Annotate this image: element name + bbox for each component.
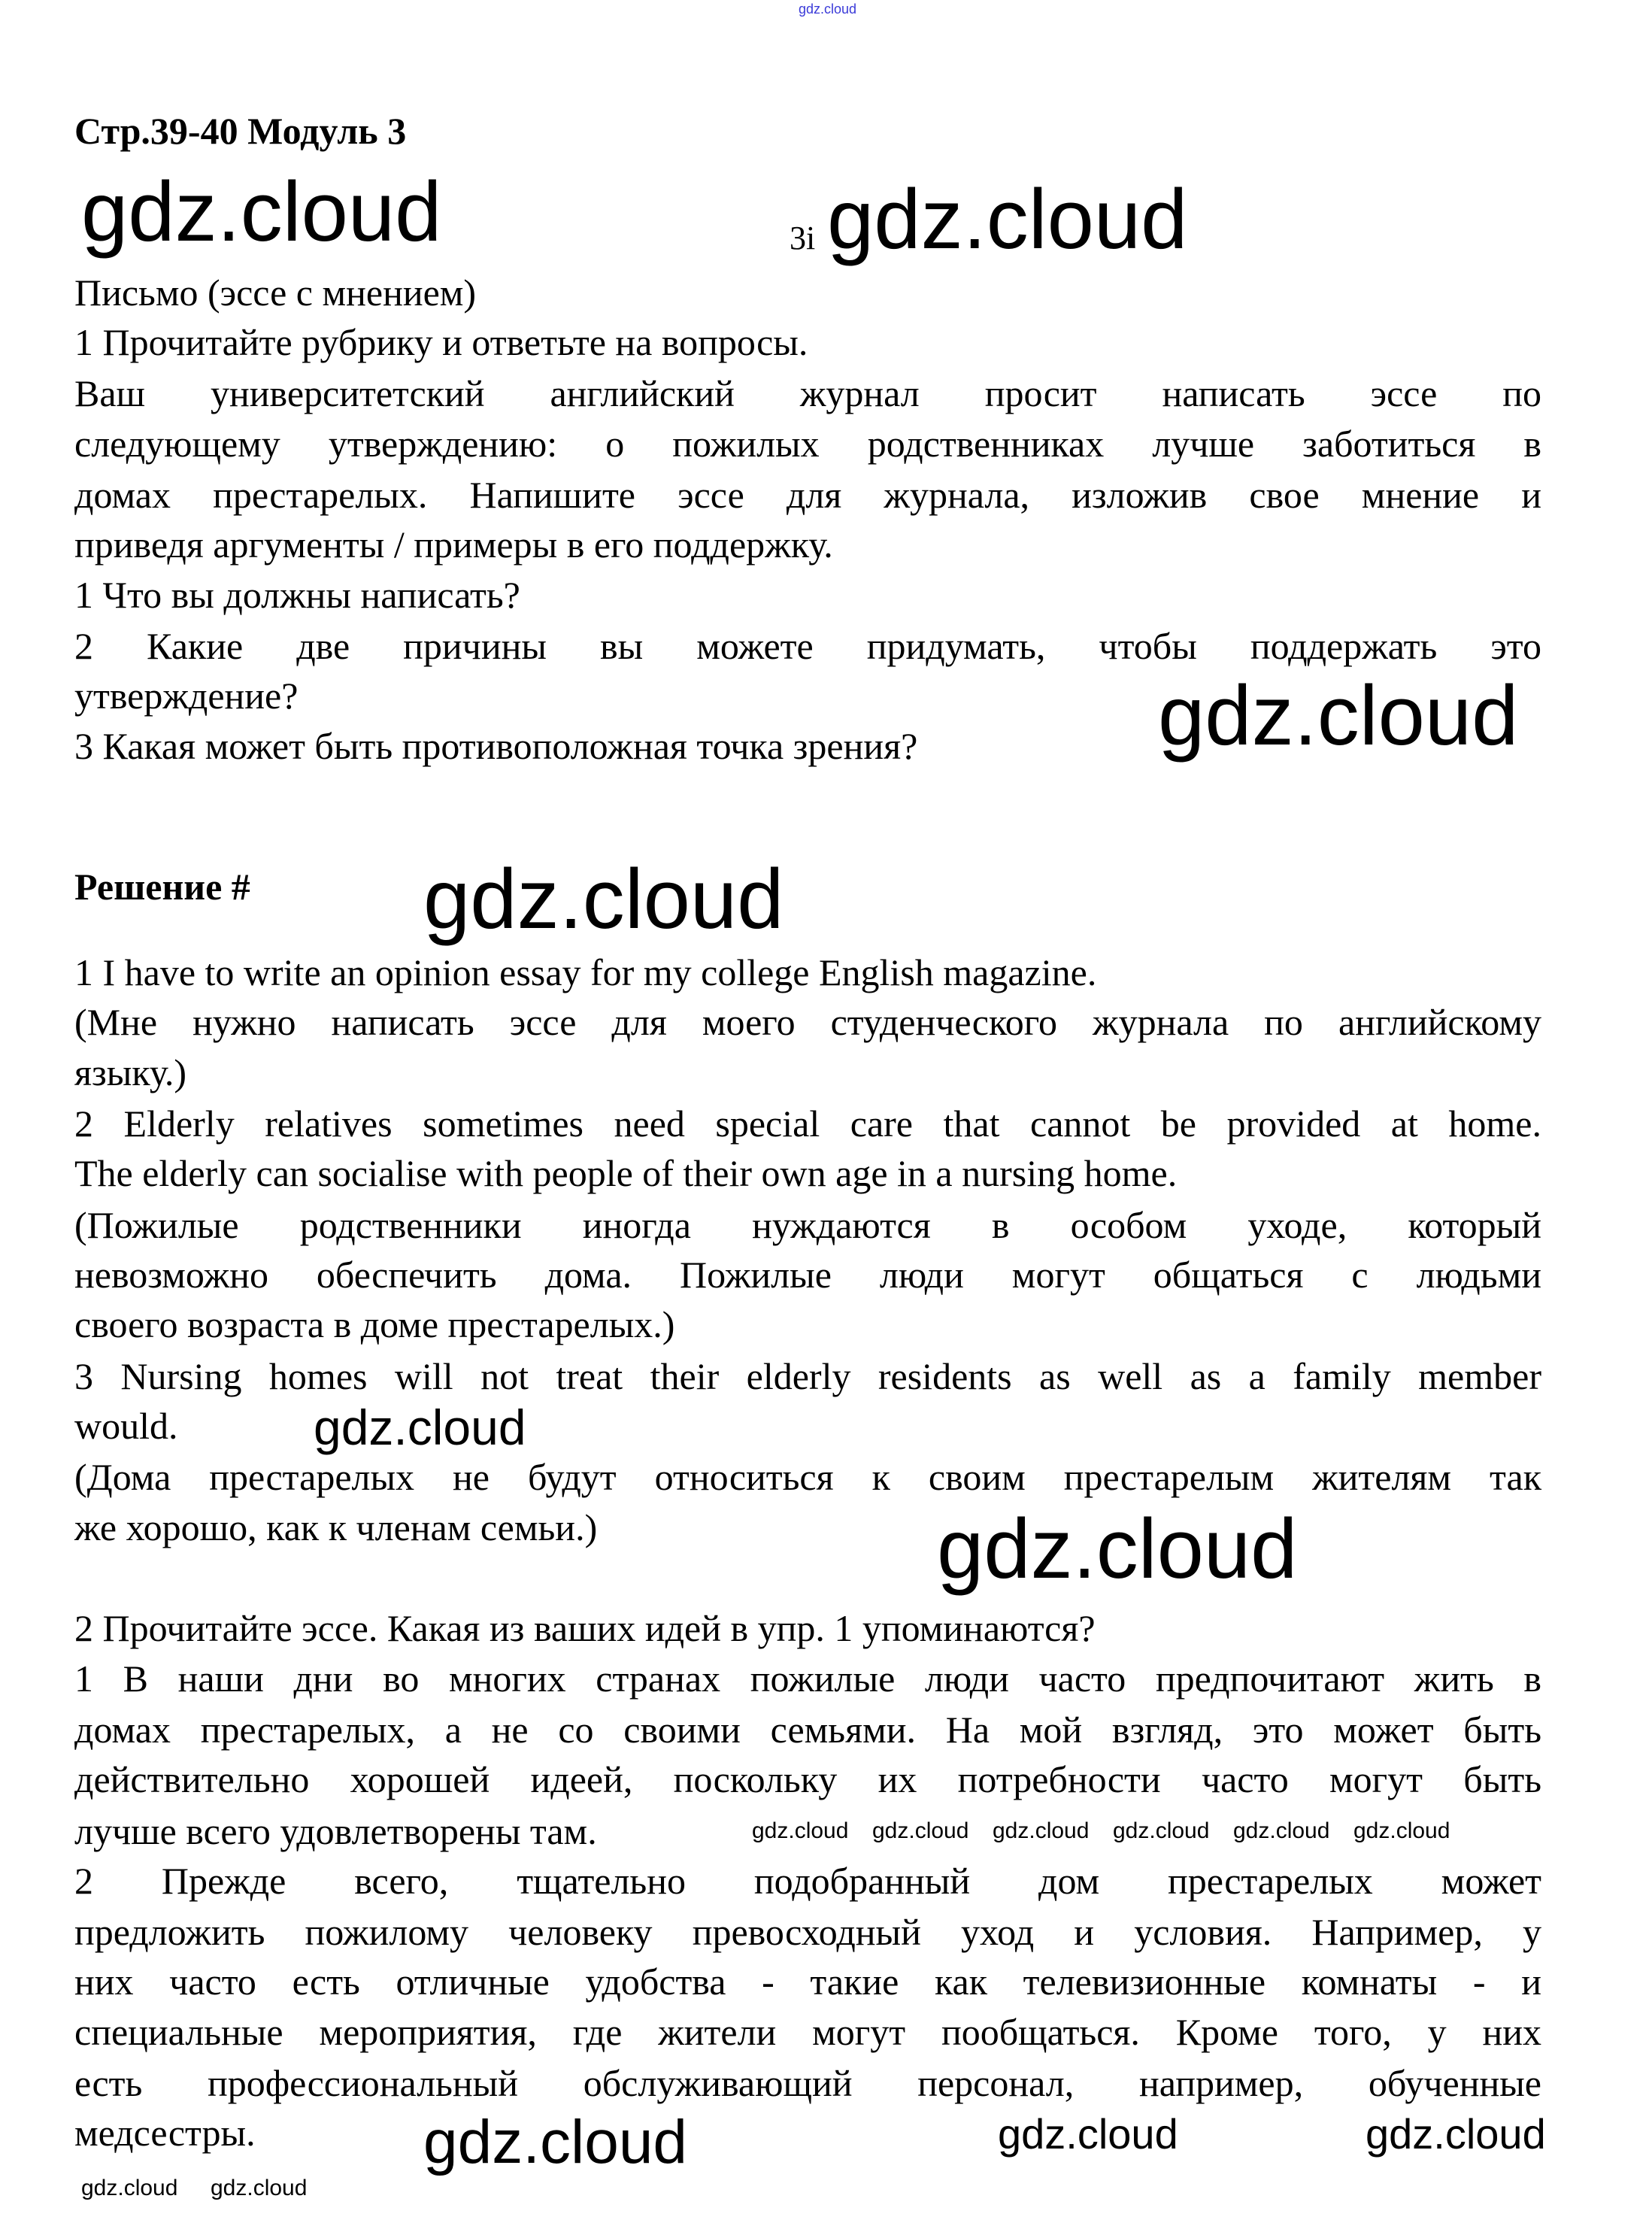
essay-line: специальные мероприятия, где жители могут пообщаться. Кроме того, у них (74, 2011, 1541, 2053)
task1-question: 1 Что вы должны написать? (74, 574, 520, 616)
task1-heading: Письмо (эссе с мнением) (74, 271, 477, 314)
task1-question: утверждение? (74, 675, 299, 717)
watermark: gdz.cloud (1353, 1818, 1450, 1843)
solution-line: (Пожилые родственники иногда нуждаются в особом уходе, который (74, 1204, 1541, 1246)
watermark: gdz.cloud (423, 2108, 688, 2176)
essay-line: домах престарелых, а не со своими семьями. На мой взгляд, это может быть (74, 1709, 1541, 1751)
solution-line: же хорошо, как к членам семьи.) (74, 1506, 598, 1548)
watermark: gdz.cloud (211, 2176, 308, 2200)
essay-line: 1 В наши дни во многих странах пожилые люди часто предпочитают жить в (74, 1657, 1541, 1700)
solution-heading: Решение # (74, 866, 250, 908)
solution-line: 2 Elderly relatives sometimes need special care that cannot be provided at home. (74, 1102, 1541, 1145)
solution-line: would. (74, 1405, 178, 1447)
solution-line: (Дома престарелых не будут относиться к своим престарелым жителям так (74, 1456, 1541, 1498)
solution-line: языку.) (74, 1051, 187, 1093)
page-marker: 3i (790, 220, 816, 256)
essay-line: предложить пожилому человеку превосходный уход и условия. Например, у (74, 1911, 1541, 1953)
watermark: gdz.cloud (423, 852, 784, 946)
watermark: gdz.cloud (1113, 1818, 1210, 1843)
solution-line: The elderly can socialise with people of their own age in a nursing home. (74, 1152, 1178, 1194)
essay-line: лучше всего удовлетворены там. (74, 1810, 597, 1852)
watermark: gdz.cloud (314, 1400, 526, 1455)
solution-line: невозможно обеспечить дома. Пожилые люди могут общаться с людьми (74, 1254, 1541, 1296)
solution-line: 1 I have to write an opinion essay for my college English magazine. (74, 951, 1097, 993)
essay-line: 2 Прежде всего, тщательно подобранный дом престарелых может (74, 1860, 1541, 1902)
task1-line: домах престарелых. Напишите эссе для журнала, изложив свое мнение и (74, 474, 1541, 516)
task1-line: 1 Прочитайте рубрику и ответьте на вопросы. (74, 321, 808, 363)
task1-line: Ваш университетский английский журнал просит написать эссе по (74, 372, 1541, 414)
task1-line: приведя аргументы / примеры в его поддержку. (74, 523, 833, 566)
solution-line: своего возраста в доме престарелых.) (74, 1303, 675, 1345)
watermark: gdz.cloud (81, 2176, 178, 2200)
task1-line: следующему утверждению: о пожилых родственниках лучше заботиться в (74, 423, 1541, 465)
watermark: gdz.cloud (993, 1818, 1090, 1843)
solution-line: (Мне нужно написать эссе для моего студенческого журнала по английскому (74, 1001, 1541, 1043)
essay-line: есть профессиональный обслуживающий персонал, например, обученные (74, 2062, 1541, 2104)
watermark: gdz.cloud (752, 1818, 849, 1843)
essay-line: них часто есть отличные удобства - такие как телевизионные комнаты - и (74, 1961, 1541, 2003)
watermark: gdz.cloud (81, 165, 442, 259)
header-watermark[interactable]: gdz.cloud (799, 2, 857, 17)
essay-line: медсестры. (74, 2112, 256, 2154)
watermark: gdz.cloud (937, 1502, 1298, 1596)
task1-question: 3 Какая может быть противоположная точка зрения? (74, 725, 918, 767)
solution-line: 3 Nursing homes will not treat their elderly residents as well as a family member (74, 1355, 1541, 1397)
task1-question: 2 Какие две причины вы можете придумать, чтобы поддержать это (74, 625, 1541, 667)
watermark: gdz.cloud (1158, 669, 1519, 763)
watermark: gdz.cloud (1233, 1818, 1330, 1843)
task2-heading: 2 Прочитайте эссе. Какая из ваших идей в упр. 1 упоминаются? (74, 1607, 1096, 1649)
watermark: gdz.cloud (872, 1818, 969, 1843)
watermark: gdz.cloud (827, 172, 1188, 266)
essay-line: действительно хорошей идеей, поскольку их потребности часто могут быть (74, 1758, 1541, 1800)
page-title: Стр.39-40 Модуль 3 (74, 110, 407, 152)
watermark: gdz.cloud (998, 2110, 1178, 2158)
watermark: gdz.cloud (1366, 2110, 1546, 2158)
